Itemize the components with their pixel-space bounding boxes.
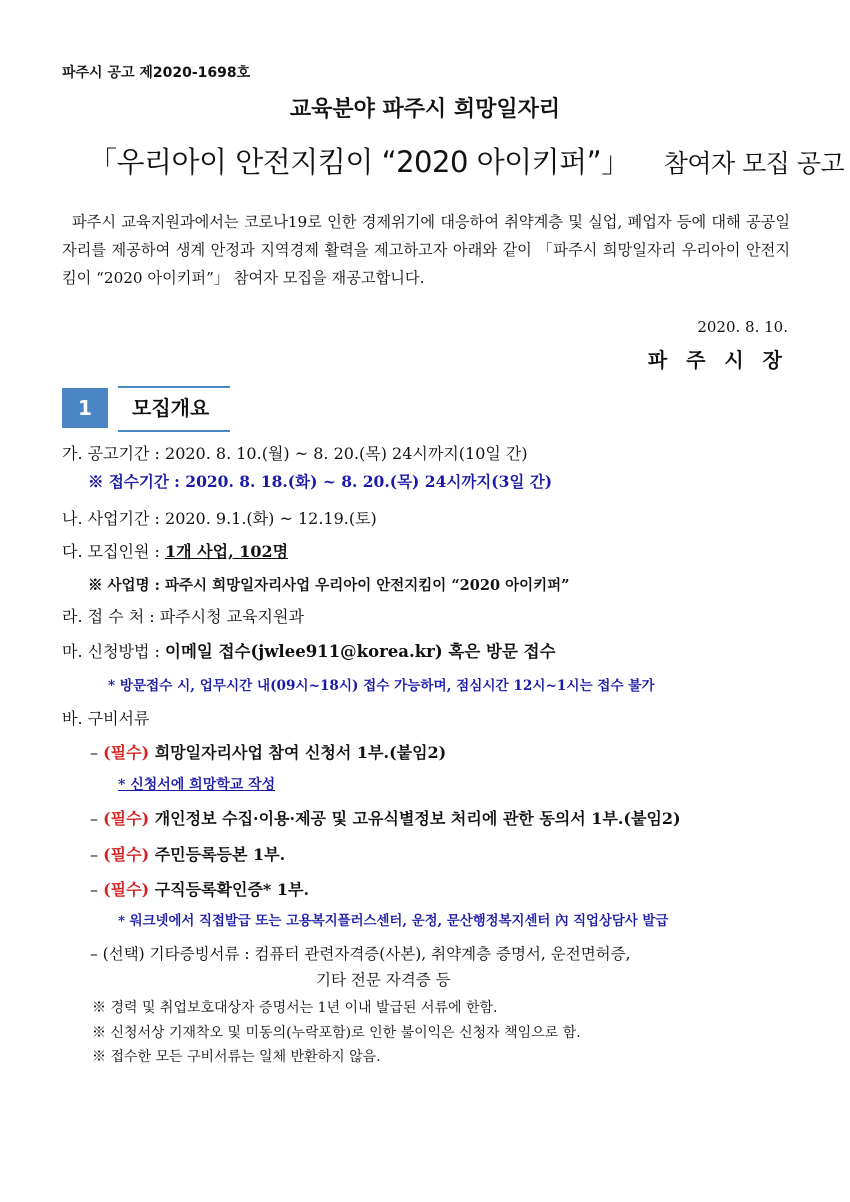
announcement-date: 2020. 8. 10. — [697, 318, 788, 336]
doc-4-required-tag: (필수) — [103, 880, 150, 899]
doc-3-dash: – — [90, 845, 104, 864]
doc-4-text: 구직등록확인증* 1부. — [149, 880, 310, 899]
doc-2-text: 개인정보 수집·이용·제공 및 고유식별정보 처리에 관한 동의서 1부.(붙임2) — [149, 809, 681, 828]
title-sub: 참여자 모집 공고 — [663, 149, 845, 178]
item-da-value: 1개 사업, 102명 — [165, 542, 289, 561]
doc-3-text: 주민등록등본 1부. — [149, 845, 286, 864]
footnote-2: ※ 신청서상 기재착오 및 미동의(누락포함)로 인한 불이익은 신청자 책임으로 함. — [92, 1025, 581, 1041]
section-title: 모집개요 — [132, 396, 210, 420]
item-ma-value: 이메일 접수(jwlee911@korea.kr) 혹은 방문 접수 — [165, 642, 556, 661]
notice-number: 파주시 공고 제2020-1698호 — [62, 65, 251, 81]
doc-3 — [90, 842, 285, 865]
doc-4-dash: – — [90, 880, 104, 899]
item-ra: 라. 접 수 처 : 파주시청 교육지원과 — [62, 607, 304, 626]
doc-1-note: * 신청서에 희망학교 작성 — [118, 777, 276, 793]
doc-2-required-tag: (필수) — [103, 809, 150, 828]
item-ma-label: 마. 신청방법 : — [62, 642, 166, 661]
item-ga-note: ※ 접수기간 : 2020. 8. 18.(화) ~ 8. 20.(목) 24시까지(3일 간) — [88, 472, 553, 491]
item-ga: 가. 공고기간 : 2020. 8. 10.(월) ~ 8. 20.(목) 24시까지(10일 간) — [62, 444, 528, 463]
item-na: 나. 사업기간 : 2020. 9.1.(화) ~ 12.19.(토) — [62, 509, 377, 528]
doc-2 — [90, 806, 681, 829]
title-main: 「우리아이 안전지킴이 “2020 아이키퍼”」 — [88, 145, 630, 179]
item-ma — [62, 638, 556, 662]
doc-3-required-tag: (필수) — [103, 845, 150, 864]
item-da — [62, 539, 288, 562]
footnote-3: ※ 접수한 모든 구비서류는 일체 반환하지 않음. — [92, 1049, 381, 1065]
title-line-2 — [88, 140, 844, 181]
doc-5-line-1: – (선택) 기타증빙서류 : 컴퓨터 관련자격증(사본), 취약계층 증명서, 운전면허증, — [90, 945, 631, 963]
section-number: 1 — [62, 388, 108, 428]
footnote-1: ※ 경력 및 취업보호대상자 증명서는 1년 이내 발급된 서류에 한함. — [92, 1000, 498, 1016]
intro-paragraph: 파주시 교육지원과에서는 코로나19로 인한 경제위기에 대응하여 취약계층 및 실업, 폐업자 등에 대해 공공일자리를 제공하여 생계 안정과 지역경제 활력을 제고하고자 아래와 같이 「파주시 희망일자리 우리아이 안전지킴이 “2020 아이키퍼”」 참여자 모집을 재공고합니다. — [62, 213, 790, 287]
item-da-note: ※ 사업명 : 파주시 희망일자리사업 우리아이 안전지킴이 “2020 아이키퍼” — [88, 577, 570, 594]
item-da-label: 다. 모집인원 : — [62, 542, 166, 561]
doc-1 — [90, 740, 446, 763]
doc-1-required-tag: (필수) — [103, 743, 150, 762]
doc-5-line-2: 기타 전문 자격증 등 — [316, 971, 451, 989]
section-rule-bottom — [118, 430, 230, 432]
title-line-1: 교육분야 파주시 희망일자리 — [289, 97, 561, 122]
doc-4 — [90, 877, 309, 900]
doc-1-text: 희망일자리사업 참여 신청서 1부.(붙임2) — [149, 743, 447, 762]
item-ma-note: * 방문접수 시, 업무시간 내(09시~18시) 접수 가능하며, 점심시간 12시~1시는 접수 불가 — [108, 678, 655, 694]
doc-4-note: * 워크넷에서 직접발급 또는 고용복지플러스센터, 운정, 문산행정복지센터 內 직업상담사 발급 — [118, 913, 669, 929]
mayor-signature: 파 주 시 장 — [647, 348, 788, 372]
doc-2-dash: – — [90, 809, 104, 828]
doc-1-dash: – — [90, 743, 104, 762]
item-ba: 바. 구비서류 — [62, 709, 150, 728]
